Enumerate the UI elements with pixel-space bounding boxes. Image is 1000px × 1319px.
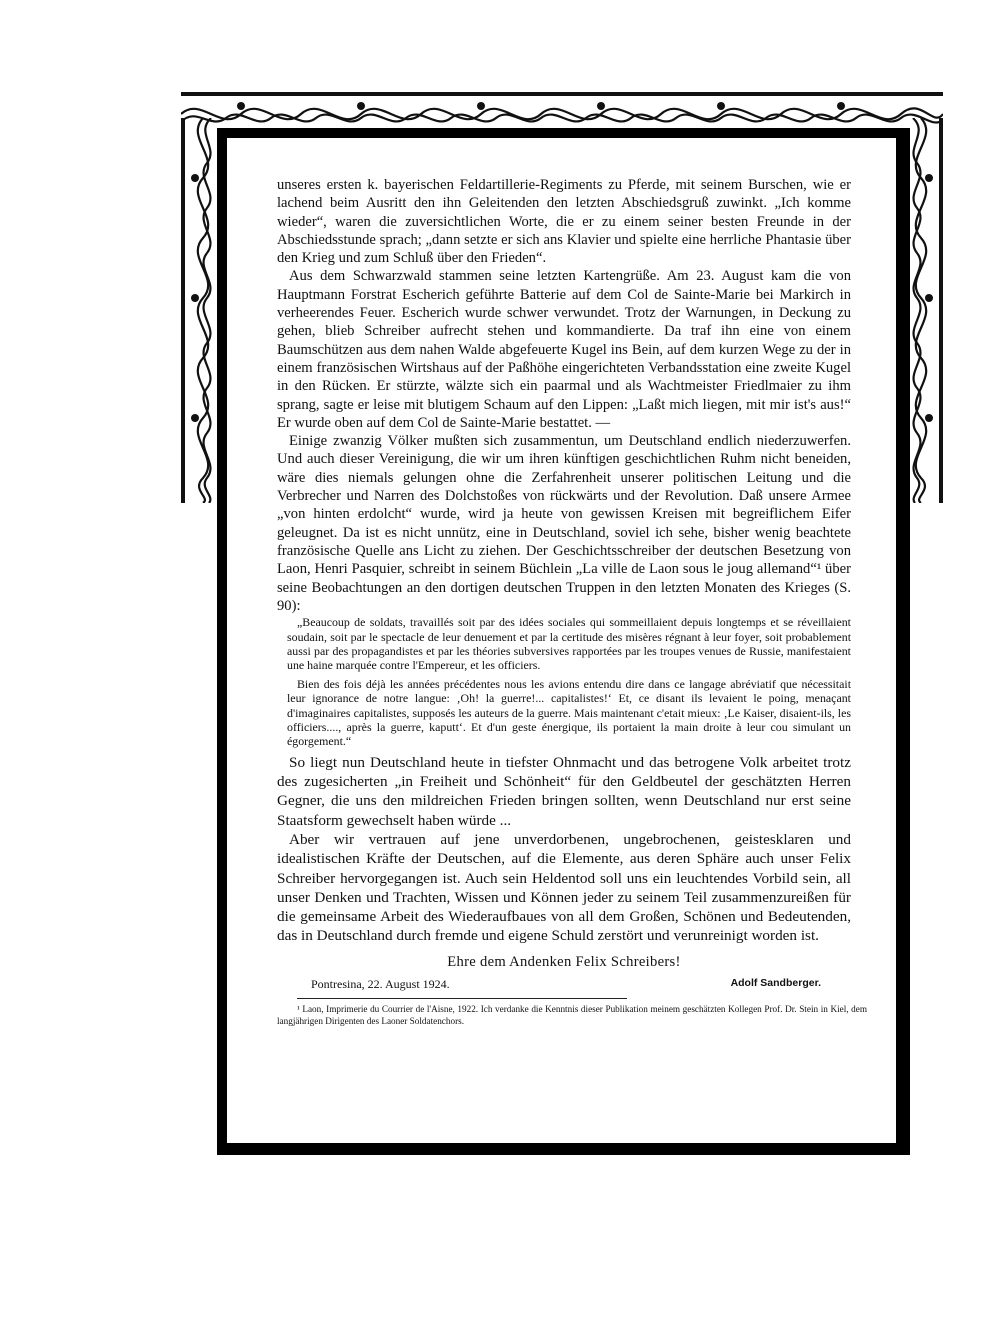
paragraph: Einige zwanzig Völker mußten sich zusammentun, um Deutschland endlich niederzuwerfen. Und auch dieser Vereinigung, die wir um ihren künftigen geschichtlichen Ruhm nicht beneiden, wäre dies niemals gelungen ohne die Zerfahrenheit unserer politischen Leitung und die Verbrecher und Narren des Dolchstoßes von rückwärts und der Revolution. Daß unsere Armee „von hinten erdolcht“ wurde, wird ja heute von gewissen Kreisen mit begreiflichem Eifer geleugnet. Da ist es nicht unnütz, eine in Deutschland, soviel ich sehe, bisher wenig beachtete französische Quelle ans Licht zu ziehen. Der Geschichtsschreiber der deutschen Besetzung von Laon, Henri Pasquier, schreibt in seinem Büchlein „La ville de Laon sous le joug allemand“¹ über seine Beobachtungen an den dortigen deutschen Truppen in den letzten Monaten des Krieges (S. 90):: [277, 433, 851, 614]
signature-line: [311, 977, 851, 992]
page-text: [277, 176, 867, 1027]
paragraph: Aus dem Schwarzwald stammen seine letzten Kartengrüße. Am 23. August kam die von Hauptmann Forstrat Escherich geführte Batterie auf dem Col de Sainte-Marie bei Markirch in verheerendes Feuer. Escherich wurde schwer verwundet. Trotz der Warnungen, in Deckung zu gehen, blieb Schreiber aufrecht stehen und kommandierte. Da traf ihn eine von einem Baumschützen aus dem nahen Walde abgefeuerte Kugel ins Bein, auf dem kurzen Wege zu der in einem französischen Wirtshaus auf der Paßhöhe eingerichteten Verbandsstation eine zweite Kugel in den Rücken. Er stürzte, wälzte sich ein paarmal und als Wachtmeister Friedlmaier zu ihm sprang, sagte er leise mit blutigem Schaum auf den Lippen: „Laßt mich liegen, mit mir ist's aus!“ Er wurde oben auf dem Col de Sainte-Marie bestattet. —: [277, 268, 851, 431]
place-date: Pontresina, 22. August 1924.: [311, 976, 450, 991]
paragraph: Aber wir vertrauen auf jene unverdorbenen, ungebrochenen, geistesklaren und idealistischen Kräfte der Deutschen, auf die Elemente, aus deren Sphäre auch unser Felix Schreiber hervorgegangen ist. Auch sein Heldentod soll uns ein leuchtendes Vorbild sein, all unser Denken und Trachten, Wissen und Können jeder zu seinem Teil zusammenzureißen für die gemeinsame Arbeit des Wiederaufbaues von all dem Großen, Schönen und Bedeutenden, das in Deutschland durch fremde und eigene Schuld zerstört und verunreinigt worden ist.: [277, 830, 851, 945]
french-quote: „Beaucoup de soldats, travaillés soit par des idées sociales qui sommeillaient depuis longtemps et se réveillaient soudain, soit par le spectacle de leur denuement et par la certitude des misères régnant à leur foyer, soit probablement aussi par des propagandistes et par les théories subversives rapportées par les troupes venues de Russie, manifestaient une haine marquée contre l'Empereur, et les officiers.: [287, 615, 851, 673]
paragraph: So liegt nun Deutschland heute in tiefster Ohnmacht und das betrogene Volk arbeitet trotz des zugesicherten „in Freiheit und Schönheit“ für den Geldbeutel der geschätzten Herren Gegner, die uns den mildreichen Frieden bringen sollten, wenn Deutschland nur erst seine Staatsform gewechselt haben würde ...: [277, 753, 851, 829]
author-name: Adolf Sandberger.: [730, 976, 821, 989]
closing-line: Ehre dem Andenken Felix Schreibers!: [447, 953, 681, 970]
footnote: ¹ Laon, Imprimerie du Courrier de l'Aisne, 1922. Ich verdanke die Kenntnis dieser Publikation meinem geschätzten Kollegen Prof. Dr. Stein in Kiel, dem langjährigen Dirigenten des Laoner Soldatenchors.: [277, 1003, 867, 1026]
french-quote: Bien des fois déjà les années précédentes nous les avions entendu dire dans ce langage abréviatif que nécessitait leur ignorance de notre langue: ‚Oh! la guerre!... capitalistes!‘ Et, ce disant ils levaient le poing, menaçant d'imaginaires capitalistes, supposés les auteurs de la guerre. Mais maintenant c'etait mieux: ‚Le Kaiser, disaient-ils, les officiers...., après la guerre, kaputt‘. Et d'un geste énergique, ils portaient la main droite à leur cou simulant un égorgement.“: [287, 676, 851, 749]
footnote-rule: [297, 998, 627, 999]
paragraph: unseres ersten k. bayerischen Feldartillerie-Regiments zu Pferde, mit seinem Burschen, wie er lachend beim Ausritt den ihn Geleitenden den letzten Abschiedsgruß zuwinkt. „Ich komme wieder“, waren die zuversichtlichen Worte, die er zu einem seiner besten Freunde in der Abschiedsstunde sprach; „dann setzte er sich ans Klavier und spielte eine herrliche Phantasie über den Krieg und zum Schluß über den Frieden“.: [277, 177, 851, 267]
